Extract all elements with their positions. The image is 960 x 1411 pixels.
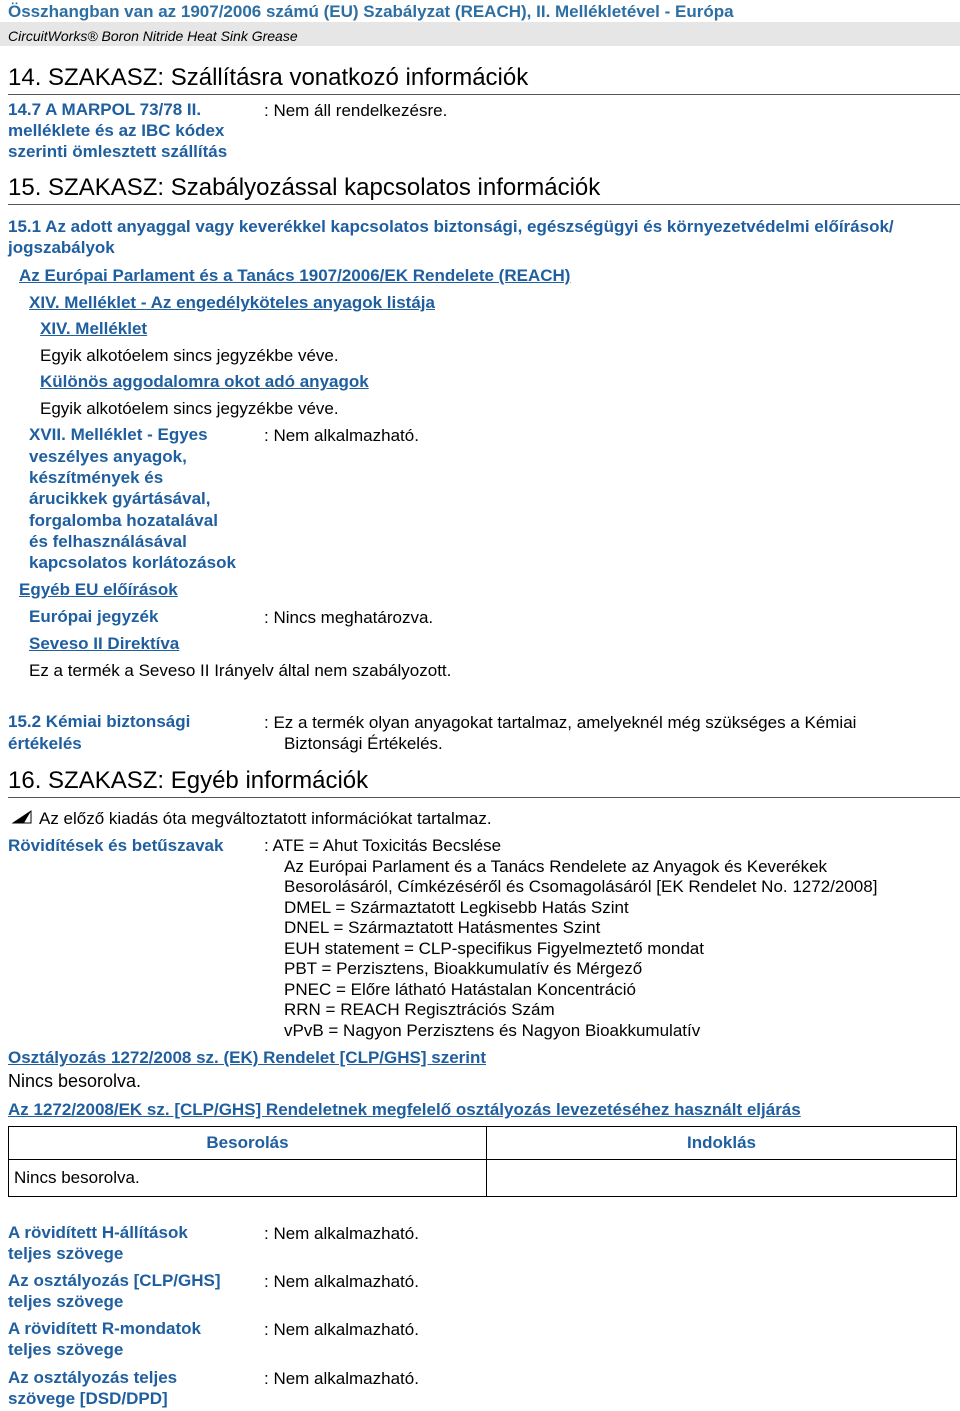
fulltext-h-value: : Nem alkalmazható. (264, 1224, 419, 1243)
table-row (9, 1160, 957, 1197)
annex17-label-7: kapcsolatos korlátozások (29, 553, 236, 572)
fulltext-clp-label-2: teljes szövege (8, 1292, 124, 1311)
fulltext-r-label-2: teljes szövege (8, 1340, 124, 1359)
product-name: CircuitWorks® Boron Nitride Heat Sink Grease (8, 28, 298, 44)
changed-note: Az előző kiadás óta megváltoztatott információkat tartalmaz. (39, 809, 492, 828)
table-header-row (9, 1127, 957, 1160)
fulltext-h-label-1: A rövidített H-állítások (8, 1223, 188, 1242)
fulltext-r-value: : Nem alkalmazható. (264, 1320, 419, 1339)
csa-label-1: 15.2 Kémiai biztonsági (8, 712, 191, 731)
eu-inventory-value: : Nincs meghatározva. (264, 608, 434, 627)
marpol-label-2: melléklete és az IBC kódex (8, 121, 225, 140)
abbr-line-1: Az Európai Parlament és a Tanács Rendelete az Anyagok és Keverékek (284, 856, 828, 876)
marpol-label-3: szerinti ömlesztett szállítás (8, 142, 228, 161)
classification-table (8, 1126, 957, 1197)
csa-value-1: : Ez a termék olyan anyagokat tartalmaz, amelyeknél még szükséges a Kémiai (264, 713, 857, 732)
reach-heading: Az Európai Parlament és a Tanács 1907/2006/EK Rendelete (REACH) (19, 266, 571, 285)
annex14-list-heading: XIV. Melléklet - Az engedélyköteles anyagok listája (29, 293, 435, 312)
section-14-divider (8, 94, 960, 95)
abbr-line-7: PNEC = Előre látható Hatástalan Koncentráció (284, 979, 637, 999)
annex17-label-4: árucikkek gyártásával, (29, 489, 211, 508)
annex17-value: : Nem alkalmazható. (264, 426, 419, 445)
procedure-heading: Az 1272/2008/EK sz. [CLP/GHS] Rendeletnek megfelelő osztályozás levezetéséhez használt eljárás (8, 1100, 801, 1119)
svhc-text: Egyik alkotóelem sincs jegyzékbe véve. (40, 399, 339, 418)
fulltext-clp-label-1: Az osztályozás [CLP/GHS] (8, 1271, 221, 1290)
annex17-label-5: forgalomba hozatalával (29, 511, 218, 530)
csa-label-2: értékelés (8, 734, 82, 753)
svhc-heading: Különös aggodalomra okot adó anyagok (40, 372, 369, 391)
seveso-heading: Seveso II Direktíva (29, 634, 180, 653)
annex17-label-1: XVII. Melléklet - Egyes (29, 425, 208, 444)
table-cell-classification: Nincs besorolva. (9, 1160, 487, 1197)
abbreviations-label: Rövidítések és betűszavak (8, 836, 224, 855)
fulltext-dsd-label-2: szövege [DSD/DPD] (8, 1389, 168, 1408)
section-16-divider (8, 797, 960, 798)
eu-inventory-label: Európai jegyzék (29, 607, 159, 626)
fulltext-h-label-2: teljes szövege (8, 1244, 124, 1263)
csa-value-2: Biztonsági Értékelés. (284, 734, 443, 753)
annex17-label-6: és felhasználásával (29, 532, 187, 551)
annex14-text: Egyik alkotóelem sincs jegyzékbe véve. (40, 346, 339, 365)
table-header-justification: Indoklás (487, 1127, 957, 1160)
annex14-heading: XIV. Melléklet (40, 319, 148, 338)
fulltext-dsd-label-1: Az osztályozás teljes (8, 1368, 178, 1387)
section-15-1-heading-line2: jogszabályok (8, 238, 115, 257)
clp-value: Nincs besorolva. (8, 1071, 142, 1091)
abbr-line-9: vPvB = Nagyon Perzisztens és Nagyon Bioakkumulatív (284, 1020, 701, 1040)
fulltext-r-label-1: A rövidített R-mondatok (8, 1319, 201, 1338)
table-cell-justification (487, 1160, 957, 1197)
abbr-line-2: Besorolásáról, Címkézéséről és Csomagolásáról [EK Rendelet No. 1272/2008] (284, 877, 878, 896)
section-15-1-heading-line1: 15.1 Az adott anyaggal vagy keverékkel kapcsolatos biztonsági, egészségügyi és környezetvédelmi előírások/ (8, 217, 894, 236)
other-eu-heading: Egyéb EU előírások (19, 580, 178, 599)
abbr-line-3: DMEL = Származtatott Legkisebb Hatás Szint (284, 897, 629, 917)
section-14-title: 14. SZAKASZ: Szállításra vonatkozó információk (8, 64, 529, 91)
annex17-label-2: veszélyes anyagok, (29, 447, 187, 466)
table-header-classification: Besorolás (9, 1127, 487, 1160)
abbr-line-0: : ATE = Ahut Toxicitás Becslése (264, 836, 502, 855)
abbr-line-8: RRN = REACH Regisztrációs Szám (284, 1000, 555, 1019)
seveso-text: Ez a termék a Seveso II Irányelv által nem szabályozott. (29, 661, 452, 680)
abbr-line-5: EUH statement = CLP-specifikus Figyelmeztető mondat (284, 938, 704, 958)
fulltext-dsd-value: : Nem alkalmazható. (264, 1369, 419, 1388)
marpol-value: : Nem áll rendelkezésre. (264, 101, 448, 120)
clp-heading: Osztályozás 1272/2008 sz. (EK) Rendelet [CLP/GHS] szerint (8, 1048, 487, 1067)
document-header-title: Összhangban van az 1907/2006 számú (EU) Szabályzat (REACH), II. Mellékletével - Európa (8, 2, 734, 21)
annex17-label-3: készítmények és (29, 468, 164, 487)
abbr-line-4: DNEL = Származtatott Hatásmentes Szint (284, 918, 601, 937)
section-15-divider (8, 204, 960, 205)
section-15-title: 15. SZAKASZ: Szabályozással kapcsolatos információk (8, 174, 601, 201)
fulltext-clp-value: : Nem alkalmazható. (264, 1272, 419, 1291)
marpol-label-1: 14.7 A MARPOL 73/78 II. (8, 100, 202, 119)
revision-marker-icon (12, 810, 32, 824)
section-16-title: 16. SZAKASZ: Egyéb információk (8, 767, 369, 794)
abbr-line-6: PBT = Perzisztens, Bioakkumulatív és Mérgező (284, 959, 643, 978)
